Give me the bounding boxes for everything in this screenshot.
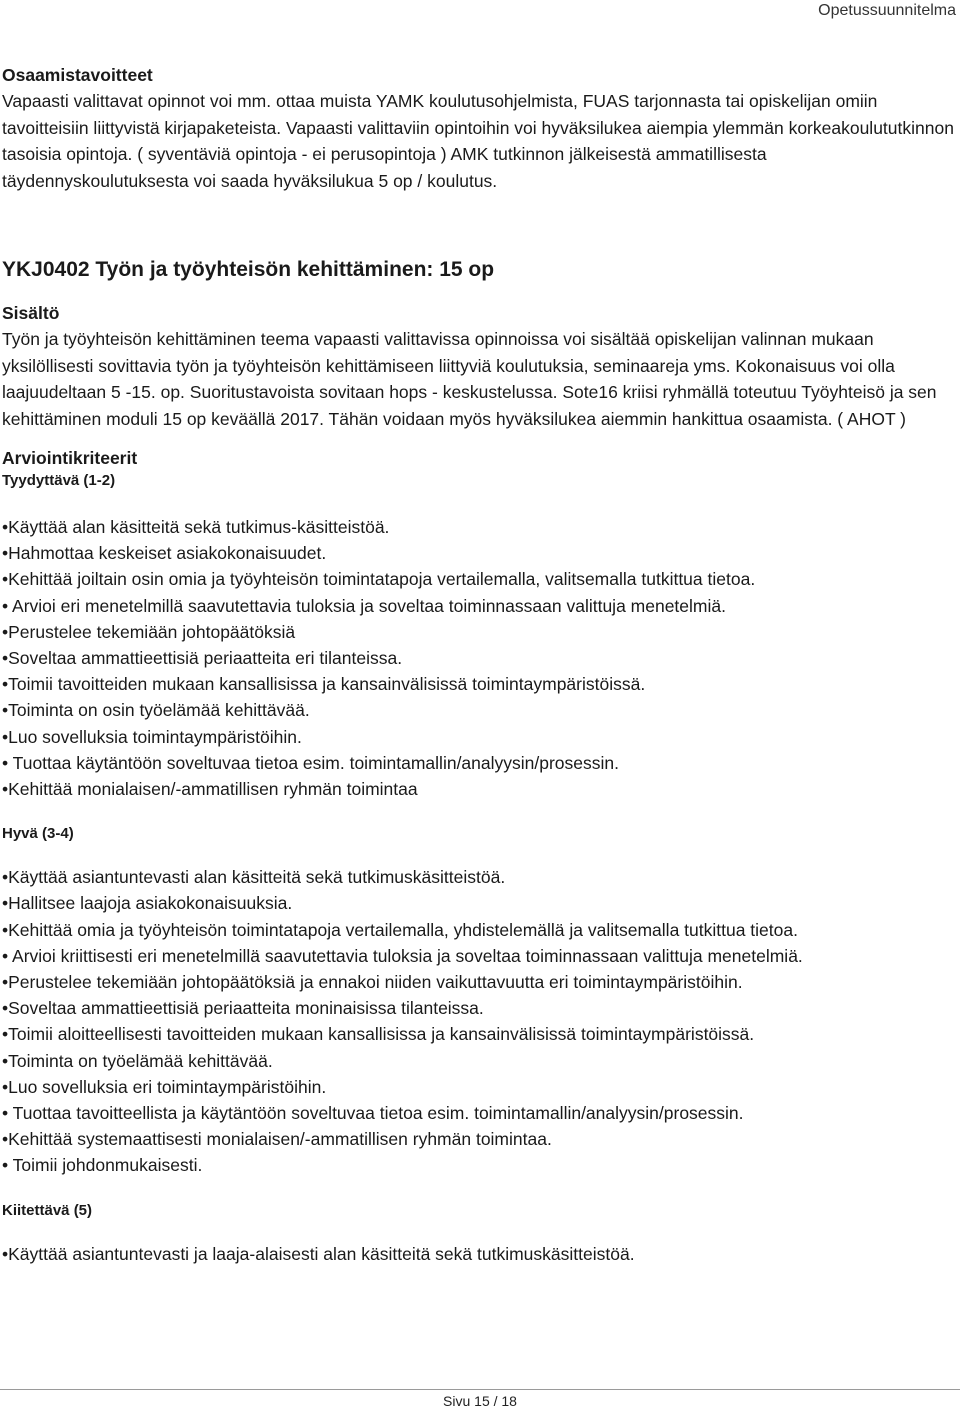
footer-divider	[0, 1389, 960, 1390]
criteria-list	[2, 514, 954, 802]
list-item: •Soveltaa ammattieettisiä periaatteita moninaisissa tilanteissa.	[2, 998, 484, 1019]
list-item: •Toimii aloitteellisesti tavoitteiden mukaan kansallisissa ja kansainvälisissä toimintaympäristöissä.	[2, 1024, 755, 1045]
list-item: •Luo sovelluksia eri toimintaympäristöihin.	[2, 1076, 327, 1097]
list-item: •Perustelee tekemiään johtopäätöksiä ja ennakoi niiden vaikuttavuutta eri toimintaympäristöihin.	[2, 972, 743, 993]
list-item: •Toiminta on osin työelämää kehittävää.	[2, 700, 310, 721]
running-header-title: Opetussuunnitelma	[818, 2, 956, 19]
list-item: •Kehittää omia ja työyhteisön toimintatapoja vertailemalla, yhdistelemällä ja valitsemalla tutkittua tietoa.	[2, 919, 798, 940]
document-body	[2, 62, 954, 1267]
list-item: •Perustelee tekemiään johtopäätöksiä	[2, 621, 296, 642]
list-item: •Käyttää alan käsitteitä sekä tutkimus-käsitteistöä.	[2, 517, 390, 537]
learning-outcomes-text: Vapaasti valittavat opinnot voi mm. ottaa muista YAMK koulutusohjelmista, FUAS tarjonnasta tai opiskelijan omiin tavoitteisiin liittyvistä kirjapaketeista. Vapaasti valittaviin opintoihin voi hyväksilukea aiempia ylemmän korkeakoulututkinnon tasoisia opintoja. ( syventäviä opintoja - ei perusopintoja ) AMK tutkinnon jälkeisestä ammatillisesta täydennyskoulutuksesta voi saada hyväksilukua 5 op / koulutus.	[2, 91, 954, 191]
content-text: Työn ja työyhteisön kehittäminen teema vapaasti valittavissa opinnoissa voi sisältää opiskelijan valinnan mukaan yksilöllisesti sovittavia työn ja työyhteisön kehittämiseen liittyviä koulutuksia, seminaareja yms. Kokonaisuus voi olla laajuudeltaan 5 -15. op. Suoritustavoista sovitaan hops - keskustelussa. Sote16 kriisi ryhmällä toteutuu Työyhteisö ja sen kehittäminen moduli 15 op keväällä 2017. Tähän voidaan myös hyväksilukea aiemmin hankittua osaamista. ( AHOT )	[2, 329, 937, 429]
content-heading: Sisältö	[2, 303, 60, 323]
list-item: • Tuottaa käytäntöön soveltuvaa tietoa esim. toimintamallin/analyysin/prosessin.	[2, 752, 620, 773]
page-number: Sivu 15 / 18	[443, 1393, 517, 1409]
list-item: •Kehittää joiltain osin omia ja työyhteisön toimintatapoja vertailemalla, valitsemalla tutkittua tietoa.	[2, 569, 756, 590]
list-item: •Soveltaa ammattieettisiä periaatteita eri tilanteissa.	[2, 648, 403, 669]
grade-label: Hyvä (3-4)	[2, 825, 74, 843]
list-item: •Hallitsee laajoja asiakokonaisuuksia.	[2, 893, 293, 914]
section-heading-learning-outcomes: Osaamistavoitteet	[2, 65, 153, 85]
list-item: •Luo sovelluksia toimintaympäristöihin.	[2, 726, 302, 747]
list-item: •Toiminta on työelämää kehittävää.	[2, 1050, 273, 1071]
list-item: •Toimii tavoitteiden mukaan kansallisissa ja kansainvälisissä toimintaympäristöissä.	[2, 674, 646, 695]
list-item: •Käyttää asiantuntevasti alan käsitteitä sekä tutkimuskäsitteistöä.	[2, 867, 506, 888]
criteria-heading: Arviointikriteerit	[2, 448, 138, 468]
criteria-list	[2, 1241, 954, 1267]
grade-section-good	[2, 824, 954, 1178]
list-item: • Tuottaa tavoitteellista ja käytäntöön soveltuvaa tietoa esim. toimintamallin/analyysin/prosessin.	[2, 1103, 744, 1124]
list-item: •Käyttää asiantuntevasti ja laaja-alaisesti alan käsitteitä sekä tutkimuskäsitteistöä.	[2, 1243, 635, 1264]
list-item: •Kehittää monialaisen/-ammatillisen ryhmän toimintaa	[2, 779, 418, 800]
list-item: •Hahmottaa keskeiset asiakokonaisuudet.	[2, 543, 327, 564]
course-title: YKJ0402 Työn ja työyhteisön kehittäminen: 15 op	[2, 258, 495, 281]
list-item: •Kehittää systemaattisesti monialaisen/-ammatillisen ryhmän toimintaa.	[2, 1129, 552, 1150]
list-item: • Arvioi eri menetelmillä saavutettavia tuloksia ja soveltaa toiminnassaan valittuja menetelmiä.	[2, 595, 726, 616]
grade-section-excellent	[2, 1201, 954, 1267]
criteria-list	[2, 864, 954, 1178]
grade-label: Kiitettävä (5)	[2, 1201, 93, 1219]
list-item: • Toimii johdonmukaisesti.	[2, 1155, 203, 1176]
list-item: • Arvioi kriittisesti eri menetelmillä saavutettavia tuloksia ja soveltaa toiminnassaan valittuja menetelmiä.	[2, 945, 803, 966]
grade-label: Tyydyttävä (1-2)	[2, 472, 116, 489]
grade-section-satisfactory	[2, 471, 954, 802]
